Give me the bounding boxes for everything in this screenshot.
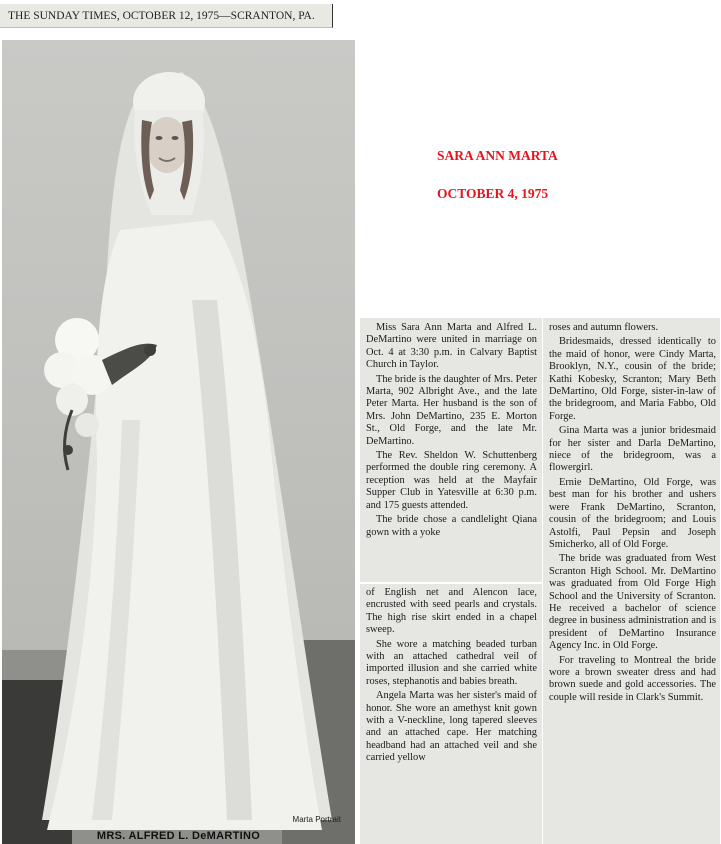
bride-figure-illustration <box>2 40 355 844</box>
paragraph: roses and autumn flowers. <box>549 322 659 333</box>
paragraph: For traveling to Montreal the bride wore a brown sweater dress and had brown suede and gold accessories. The couple will reside in Clark's Summit. <box>549 654 716 703</box>
article-column-2 <box>360 584 542 844</box>
paragraph: The bride chose a candlelight Qiana gown with a yoke <box>366 514 537 538</box>
newspaper-masthead: THE SUNDAY TIMES, OCTOBER 12, 1975—SCRANTON, PA. <box>0 4 333 28</box>
paragraph: Gina Marta was a junior bridesmaid for her sister and Darla DeMartino, niece of the bridegroom, was a flowergirl. <box>549 425 716 474</box>
paragraph: The Rev. Sheldon W. Schuttenberg performed the double ring ceremony. A reception was held at the Mayfair Supper Club in Yatesville at 6:30 p.m. and 175 guests attended. <box>366 450 537 511</box>
bride-name-heading: SARA ANN MARTA <box>437 148 558 163</box>
bridal-portrait-photo <box>2 40 355 844</box>
paragraph: The bride was graduated from West Scranton High School. Mr. DeMartino was graduated from Old Forge High School and the University of Scranton. He received a bachelor of science degree in business administration and is president of DeMartino Insurance Agency Inc. in Old Forge. <box>549 553 716 652</box>
photo-credit: Marta Portrait <box>292 815 341 824</box>
paragraph: The bride is the daughter of Mrs. Peter Marta, 902 Albright Ave., and the late Peter Marta. Her husband is the son of Mrs. John DeMartino, 235 E. Morton St., Old Forge, and the late Mr. DeMartino. <box>366 373 538 447</box>
article-column-1 <box>360 318 542 582</box>
wedding-date-heading: OCTOBER 4, 1975 <box>437 186 549 201</box>
paragraph: She wore a matching beaded turban with an attached cathedral veil of imported illusion and she carried white roses, stephanotis and babies breath. <box>366 638 537 687</box>
paragraph: of English net and Alencon lace, encrusted with seed pearls and crystals. The high rise skirt ended in a chapel sweep. <box>366 587 537 636</box>
paragraph: Miss Sara Ann Marta and Alfred L. DeMartino were united in marriage on Oct. 4 at 3:30 p.m. in Calvary Baptist Church in Taylor. <box>366 322 537 371</box>
paragraph: Ernie DeMartino, Old Forge, was best man for his brother and ushers were Frank DeMartino, Scranton, cousin of the bridegroom; and Louis Astolfi, Paul Pepsin and Joseph Smicherko, all of Old Forge. <box>549 476 716 550</box>
paragraph: Bridesmaids, dressed identically to the maid of honor, were Cindy Marta, Brooklyn, N.Y., cousin of the bride; Kathi Kobesky, Scranton; Mary Beth DeMartino, Old Forge, sister-in-law of the bridegroom, and Maria Fabbo, Old Forge. <box>549 336 716 422</box>
article-column-3 <box>543 318 720 844</box>
paragraph: Angela Marta was her sister's maid of honor. She wore an amethyst knit gown with a V-neckline, long tapered sleeves and an attached cape. Her matching headband had an attached veil and she carried yellow <box>366 690 537 764</box>
photo-caption: MRS. ALFRED L. DeMARTINO <box>96 830 261 842</box>
